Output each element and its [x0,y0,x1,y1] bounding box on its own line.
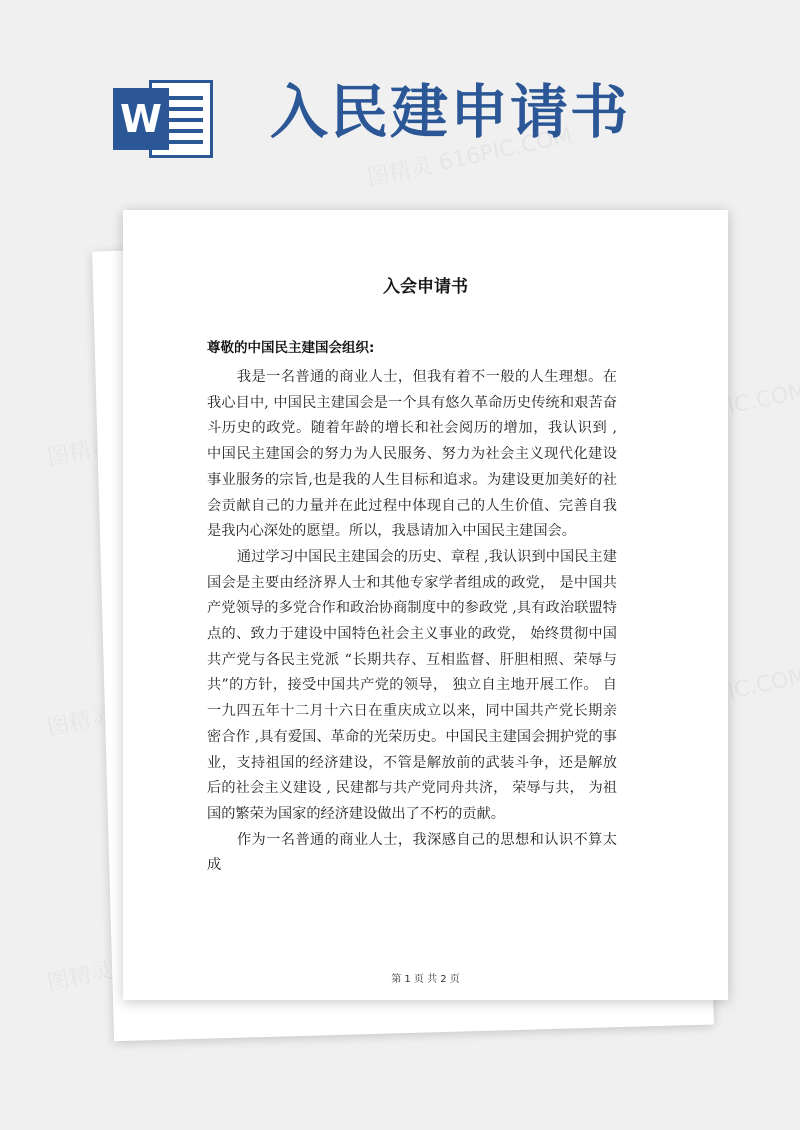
banner-title: 入民建申请书 [270,78,631,146]
header-banner [0,0,800,185]
paragraph: 通过学习中国民主建国会的历史、章程 ,我认识到中国民主建国会是主要由经济界人士和其他专家学者组成的政党， 是中国共产党领导的多党合作和政治协商制度中的参政党 ,具有政治联盟特点的、致力于建设中国特色社会主义事业的政党， 始终贯彻中国共产党与各民主党派 “长期共存、互相监督、肝胆相照、荣辱与共”的方针，接受中国共产党的领导， 独立自主地开展工作。 自一九四五年十二月十六日在重庆成立以来，同中国共产党长期亲密合作 ,具有爱国、革命的光荣历史。中国民主建国会拥护党的事业，支持祖国的经济建设，不管是解放前的武装斗争，还是解放后的社会主义建设 , 民建都与共产党同舟共济， 荣辱与共， 为祖国的繁荣为国家的经济建设做出了不朽的贡献。 [207,548,617,822]
word-icon-line [165,96,203,100]
salutation: 尊敬的中国民主建国会组织: [207,340,375,356]
word-icon-line [165,107,203,111]
paragraph: 我是一名普通的商业人士，但我有着不一般的人生理想。在我心目中, 中国民主建国会是一个具有悠久革命历史传统和艰苦奋斗历史的政党。随着年龄的增长和社会阅历的增加，我认识到 , 中国民主建国会的努力为人民服务、努力为社会主义现代化建设事业服务的宗旨,也是我的人生目标和追求。为建设更加美好的社会贡献自己的力量并在此过程中体现自己的人生价值、完善自我是我内心深处的愿望。所以，我恳请加入中国民主建国会。 [207,369,617,540]
paragraph: 作为一名普通的商业人士，我深感自己的思想和认识不算太成 [207,831,617,874]
word-icon-line [165,129,203,133]
document-page [123,210,728,1000]
word-document-icon [113,80,213,158]
word-icon-line [165,140,203,144]
document-body [207,365,617,879]
document-title: 入会申请书 [383,277,468,297]
word-icon-letter: W [113,88,169,150]
word-icon-line [165,118,203,122]
page-footer: 第 1 页 共 2 页 [391,974,460,985]
